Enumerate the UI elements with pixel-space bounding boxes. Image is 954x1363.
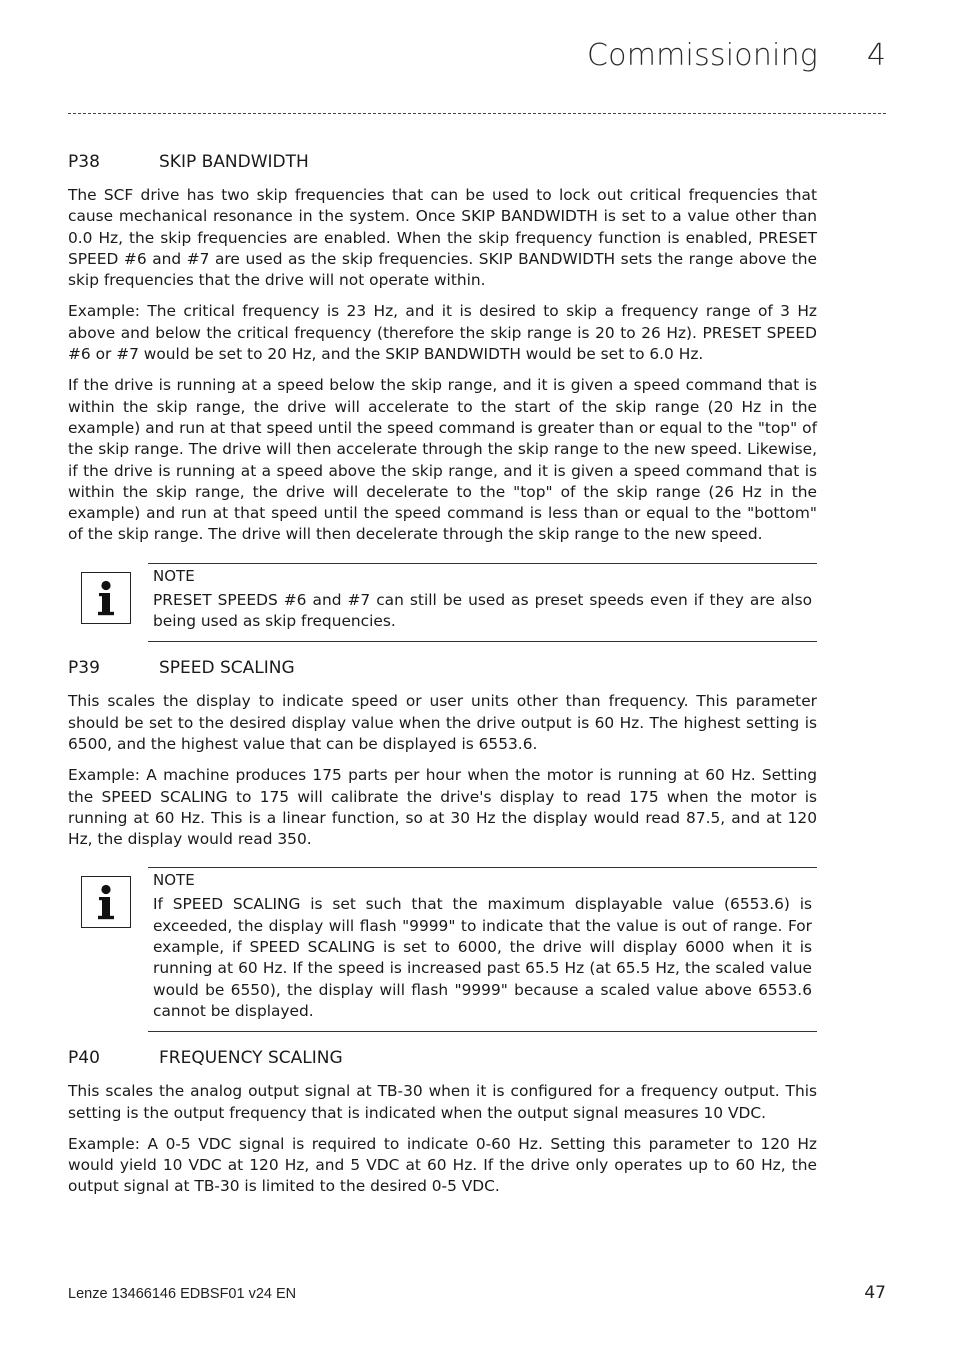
note-content [148, 867, 817, 1032]
info-icon [81, 572, 131, 624]
section-heading [68, 1048, 817, 1070]
section-p39 [68, 658, 817, 1032]
page-number: 47 [864, 1283, 886, 1303]
section-number: P39 [68, 658, 100, 679]
example-paragraph [68, 301, 817, 365]
example-paragraph [68, 765, 817, 850]
note-text: PRESET SPEEDS #6 and #7 can still be used as preset speeds even if they are also being used as skip frequencies. [153, 590, 812, 631]
note-block [68, 867, 817, 1032]
note-content [148, 563, 817, 643]
section-heading [68, 152, 817, 174]
section-p40 [68, 1048, 817, 1197]
chapter-title: Commissioning [587, 38, 818, 73]
section-title: SPEED SCALING [159, 658, 295, 679]
section-paragraph: This scales the display to indicate speed or user units other than frequency. This parameter should be set to the desired display value when the drive output is 60 Hz. The highest setting is 6500, and the highest value that can be displayed is 6553.6. [68, 692, 817, 753]
header-divider [68, 113, 886, 114]
chapter-number: 4 [866, 38, 886, 73]
section-paragraph: The SCF drive has two skip frequencies that can be used to lock out critical frequencies that cause mechanical resonance in the system. Once SKIP BANDWIDTH is set to a value other than 0.0 Hz, the skip frequencies are enabled. When the skip frequency function is enabled, PRESET SPEED #6 and #7 are used as the skip frequencies. SKIP BANDWIDTH sets the range above the skip frequencies that the drive will not operate within. [68, 186, 817, 290]
note-title: NOTE [153, 871, 195, 890]
example-text: A machine produces 175 parts per hour when the motor is running at 60 Hz. Setting the SPEED SCALING to 175 will calibrate the drive's display to read 175 when the motor is running at 60 Hz. This is a linear function, so at 30 Hz the display would read 87.5, and at 120 Hz, the display would read 350. [68, 766, 817, 849]
section-title: SKIP BANDWIDTH [159, 152, 309, 172]
info-icon [81, 876, 131, 928]
example-text: A 0-5 VDC signal is required to indicate 0-60 Hz. Setting this parameter to 120 Hz would yield 10 VDC at 120 Hz, and 5 VDC at 60 Hz. If the drive only operates up to 60 Hz, the output signal at TB-30 is limited to the desired 0-5 VDC. [68, 1134, 817, 1196]
note-block [68, 563, 817, 643]
note-text: If SPEED SCALING is set such that the maximum displayable value (6553.6) is exceeded, the display will flash "9999" to indicate that the value is out of range. For example, if SPEED SCALING is set to 6000, the drive will display 6000 when it is running at 60 Hz. If the speed is increased past 65.5 Hz (at 65.5 Hz, the scaled value would be 6550), the display will flash "9999" because a scaled value above 6553.6 cannot be displayed. [153, 895, 812, 1020]
section-paragraph: If the drive is running at a speed below the skip range, and it is given a speed command that is within the skip range, the drive will accelerate to the start of the skip range (20 Hz in the example) and run at that speed until the speed command is greater than or equal to the "top" of the skip range. The drive will then accelerate through the skip range to the new speed. Likewise, if the drive is running at a speed above the skip range, and it is given a speed command that is within the skip range, the drive will decelerate to the "top" of the skip range (26 Hz in the example) and run at that speed until the speed command is less than or equal to the "bottom" of the skip range. The drive will then decelerate through the skip range to the new speed. [68, 376, 817, 544]
document-id: Lenze 13466146 EDBSF01 v24 EN [68, 1286, 297, 1302]
example-paragraph [68, 1134, 817, 1198]
section-p38 [68, 152, 817, 642]
example-text: The critical frequency is 23 Hz, and it is desired to skip a frequency range of 3 Hz above and below the critical frequency (therefore the skip range is 20 to 26 Hz). PRESET SPEED #6 or #7 would be set to 20 Hz, and the SKIP BANDWIDTH would be set to 6.0 Hz. [68, 302, 817, 364]
section-number: P40 [68, 1048, 100, 1069]
note-title: NOTE [153, 566, 195, 585]
example-label: Example: [68, 766, 140, 785]
section-paragraph: This scales the analog output signal at TB-30 when it is configured for a frequency output. This setting is the output frequency that is indicated when the output signal measures 10 VDC. [68, 1082, 817, 1122]
example-label: Example: [68, 1134, 140, 1153]
page-content [68, 152, 817, 1208]
section-heading [68, 658, 817, 680]
section-number: P38 [68, 152, 100, 172]
section-title: FREQUENCY SCALING [159, 1048, 343, 1069]
example-label: Example: [68, 302, 140, 321]
